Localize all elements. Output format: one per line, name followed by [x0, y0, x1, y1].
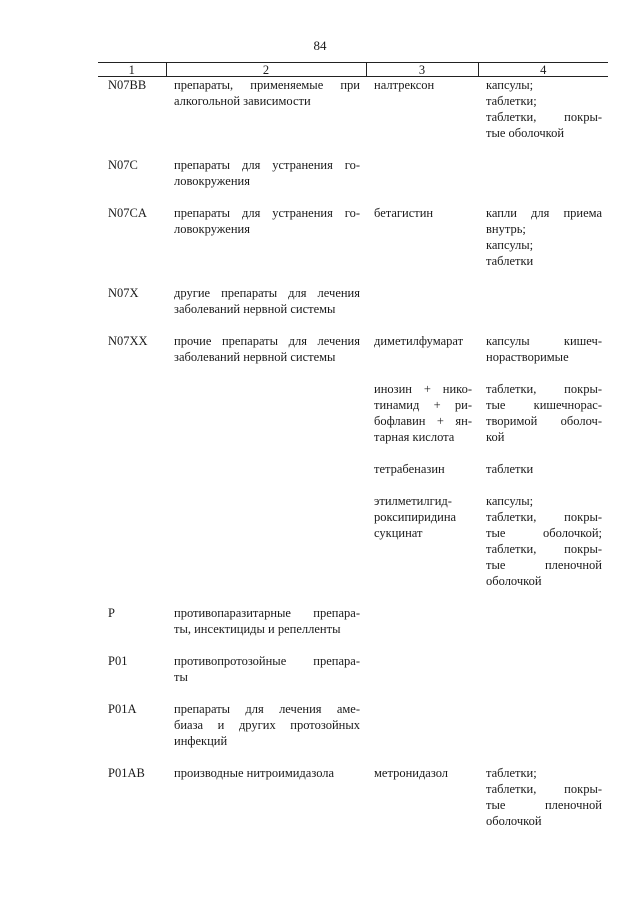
cell-line: инозин + нико- [374, 382, 472, 396]
cell-line: противопротозойные препара- [174, 654, 360, 668]
cell-line: капсулы кишеч- [486, 334, 602, 348]
cell-line: бетагистин [374, 206, 434, 220]
cell-line: противопаразитарные препара- [174, 606, 360, 620]
cell-line: прочие препараты для лечения [174, 334, 360, 348]
drug-name [366, 493, 478, 605]
group-description [166, 381, 366, 461]
dosage-form [478, 381, 608, 461]
cell-line: таблетки [486, 254, 534, 268]
cell-line: препараты для устранения го- [174, 158, 360, 172]
table-row [98, 285, 608, 333]
cell-line: ловокружения [174, 222, 250, 236]
drug-name [366, 333, 478, 381]
table-row [98, 765, 608, 845]
cell-line: алкогольной зависимости [174, 94, 311, 108]
drug-name [366, 701, 478, 765]
cell-line: препараты, применяемые при [174, 78, 360, 92]
table-header [98, 63, 608, 77]
drug-name [366, 77, 478, 158]
dosage-form [478, 493, 608, 605]
table-row [98, 333, 608, 381]
cell-line: заболеваний нервной системы [174, 350, 336, 364]
drug-name [366, 605, 478, 653]
table-row [98, 653, 608, 701]
drug-name [366, 381, 478, 461]
table-body [98, 77, 608, 846]
cell-line: ловокружения [174, 174, 250, 188]
atc-code: N07XX [108, 334, 148, 348]
table-row [98, 461, 608, 493]
group-description [166, 461, 366, 493]
cell-line: тетрабеназин [374, 462, 445, 476]
cell-line: оболочкой [486, 814, 542, 828]
atc-code: P01 [108, 654, 128, 668]
group-description [166, 605, 366, 653]
medication-table [98, 62, 608, 845]
cell-line: препараты для устранения го- [174, 206, 360, 220]
drug-name [366, 205, 478, 285]
cell-line: капсулы; [486, 494, 534, 508]
cell-line: тые пленочной [486, 558, 602, 572]
cell-line: другие препараты для лечения [174, 286, 360, 300]
cell-line: диметилфумарат [374, 334, 464, 348]
cell-line: таблетки, покры- [486, 510, 602, 524]
cell-line: тые пленочной [486, 798, 602, 812]
cell-line: инфекций [174, 734, 228, 748]
column-header-3: 3 [366, 63, 478, 77]
cell-line: метронидазол [374, 766, 449, 780]
cell-line: таблетки, покры- [486, 782, 602, 796]
cell-line: препараты для лечения аме- [174, 702, 360, 716]
table-row [98, 493, 608, 605]
table-row [98, 77, 608, 158]
atc-code: P01A [108, 702, 137, 716]
cell-line: оболочкой [486, 574, 542, 588]
atc-code [98, 381, 166, 461]
cell-line: бофлавин + ян- [374, 414, 472, 428]
cell-line: таблетки, покры- [486, 382, 602, 396]
cell-line: ты [174, 670, 188, 684]
cell-line: капсулы; [486, 78, 534, 92]
group-description [166, 653, 366, 701]
group-description [166, 493, 366, 605]
cell-line: роксипиридина [374, 510, 457, 524]
column-header-2: 2 [166, 63, 366, 77]
dosage-form [478, 205, 608, 285]
dosage-form [478, 653, 608, 701]
dosage-form [478, 333, 608, 381]
cell-line: тарная кислота [374, 430, 455, 444]
dosage-form [478, 701, 608, 765]
column-header-1: 1 [98, 63, 166, 77]
cell-line: сукцинат [374, 526, 423, 540]
dosage-form [478, 605, 608, 653]
cell-line: капли для приема [486, 206, 602, 220]
table-row [98, 701, 608, 765]
dosage-form [478, 765, 608, 845]
group-description [166, 285, 366, 333]
atc-code: N07CA [108, 206, 147, 220]
cell-line: таблетки; [486, 766, 537, 780]
page-number: 84 [313, 38, 327, 53]
cell-line: таблетки [486, 462, 534, 476]
table-row [98, 157, 608, 205]
column-header-4: 4 [478, 63, 608, 77]
cell-line: тинамид + ри- [374, 398, 472, 412]
cell-line: тые кишечнорас- [486, 398, 602, 412]
atc-code: P01AB [108, 766, 145, 780]
group-description [166, 205, 366, 285]
table-row [98, 205, 608, 285]
table-row [98, 381, 608, 461]
drug-name [366, 157, 478, 205]
cell-line: капсулы; [486, 238, 534, 252]
table-row [98, 605, 608, 653]
cell-line: внутрь; [486, 222, 526, 236]
cell-line: норастворимые [486, 350, 569, 364]
atc-code: N07X [108, 286, 139, 300]
cell-line: налтрексон [374, 78, 435, 92]
cell-line: тые оболочкой [486, 126, 565, 140]
drug-name [366, 653, 478, 701]
cell-line: тые оболочкой; [486, 526, 602, 540]
cell-line: биаза и других протозойных [174, 718, 360, 732]
group-description [166, 701, 366, 765]
drug-name [366, 765, 478, 845]
drug-name [366, 285, 478, 333]
cell-line: таблетки; [486, 94, 537, 108]
cell-line: ты, инсектициды и репелленты [174, 622, 341, 636]
group-description [166, 157, 366, 205]
dosage-form [478, 77, 608, 158]
drug-name [366, 461, 478, 493]
cell-line: кой [486, 430, 505, 444]
group-description [166, 333, 366, 381]
cell-line: производные нитроимидазола [174, 766, 335, 780]
group-description [166, 765, 366, 845]
cell-line: этилметилгид- [374, 494, 452, 508]
atc-code: P [108, 606, 115, 620]
dosage-form [478, 461, 608, 493]
cell-line: заболеваний нервной системы [174, 302, 336, 316]
atc-code: N07BB [108, 78, 147, 92]
cell-line: таблетки, покры- [486, 542, 602, 556]
atc-code: N07C [108, 158, 138, 172]
dosage-form [478, 285, 608, 333]
cell-line: таблетки, покры- [486, 110, 602, 124]
cell-line: творимой оболоч- [486, 414, 602, 428]
dosage-form [478, 157, 608, 205]
atc-code [98, 461, 166, 493]
atc-code [98, 493, 166, 605]
group-description [166, 77, 366, 158]
